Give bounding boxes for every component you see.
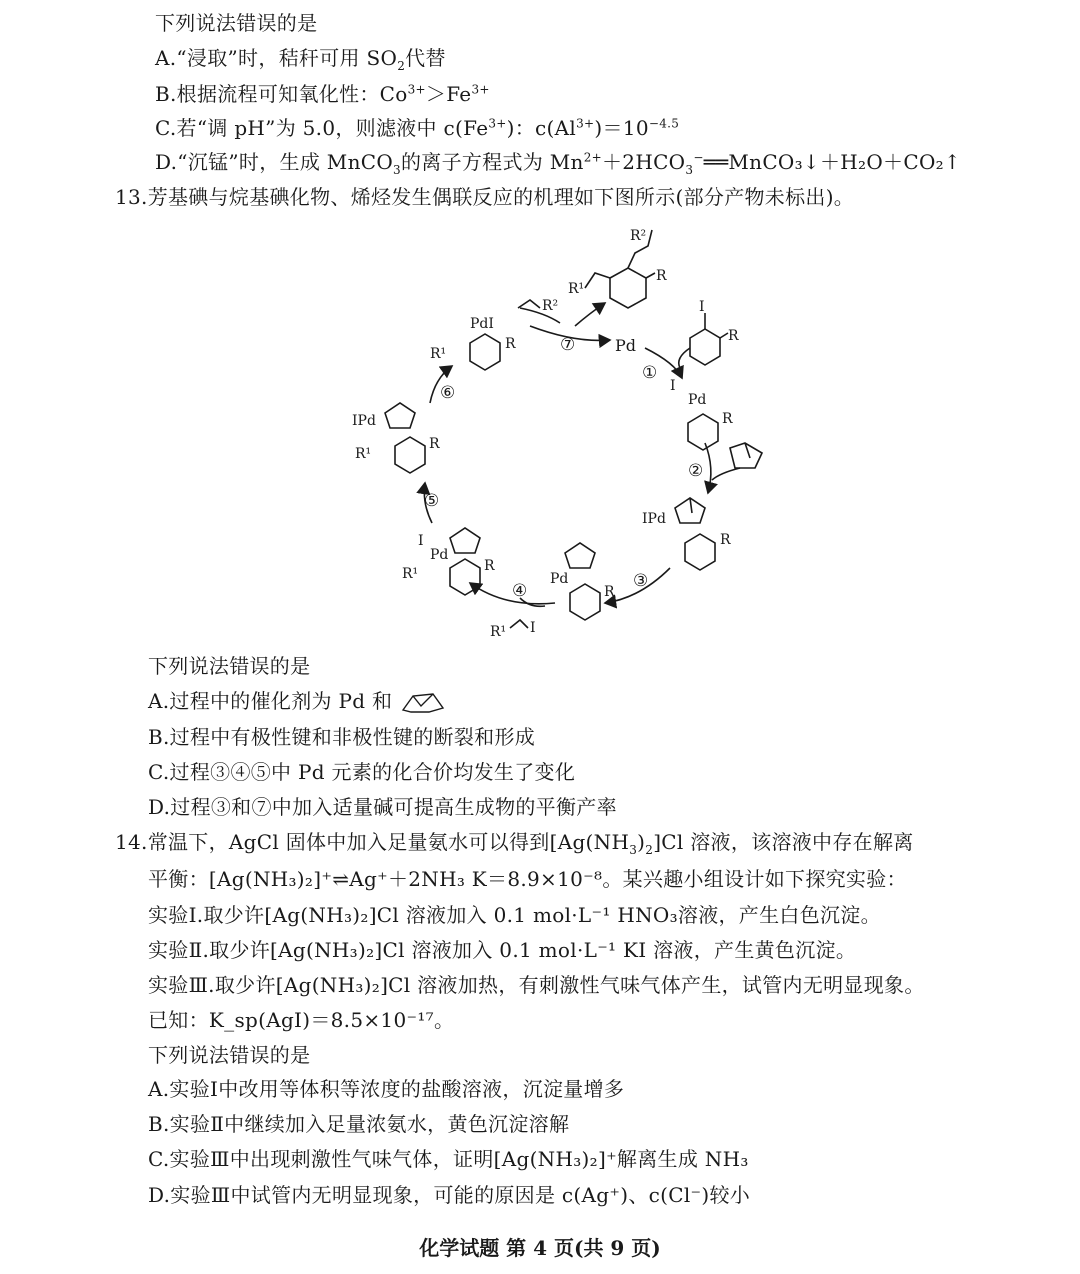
svg-text:I: I [418,533,424,549]
palladacycle-benzene [570,584,600,620]
q14-line-2: 平衡：[Ag(NH₃)₂]⁺⇌Ag⁺＋2NH₃ K＝8.9×10⁻⁸。某兴趣小组设计如下探究实验： [148,867,907,891]
step-4: ④ [512,581,528,601]
svg-text:R: R [728,328,739,344]
svg-text:R²: R² [542,298,559,314]
svg-text:R: R [484,558,495,574]
q14-option-d: D.实验Ⅲ中试管内无明显现象，可能的原因是 c(Ag⁺)、c(Cl⁻)较小 [148,1183,751,1207]
q13-option-b: B.过程中有极性键和非极性键的断裂和形成 [148,725,536,749]
q14-experiment-2: 实验Ⅱ.取少许[Ag(NH₃)₂]Cl 溶液加入 0.1 mol·L⁻¹ KI 溶液，产生黄色沉淀。 [148,938,857,962]
svg-text:R: R [429,436,440,452]
intermediate-4-benzene [450,559,480,595]
product-benzene [610,268,646,308]
q13-option-c: C.过程③④⑤中 Pd 元素的化合价均发生了变化 [148,760,576,784]
q14-option-c: C.实验Ⅲ中出现刺激性气味气体，证明[Ag(NH₃)₂]⁺解离生成 NH₃ [148,1147,749,1171]
q14-line-1: 14.常温下，AgCl 固体中加入足量氨水可以得到$[Ag(NH_3)_2]Cl$ 溶液，该溶液中存在解离 [115,830,914,857]
cycle-arrow-2 [705,443,711,493]
svg-text:IPd: IPd [642,511,666,527]
q14-option-a: A.实验Ⅰ中改用等体积等浓度的盐酸溶液，沉淀量增多 [148,1077,625,1101]
q13-sub-stem: 下列说法错误的是 [148,654,311,678]
svg-text:R¹: R¹ [430,346,447,362]
step-3: ③ [633,571,649,591]
svg-text:Pd: Pd [688,392,707,408]
q14-stem: 下列说法错误的是 [148,1043,311,1067]
q12-option-d: D.“沉锰”时，生成 MnCO$_3$的离子方程式为 $Mn^{2+}+2HCO_3^-══MnCO_3↓+H_2O+CO_2↑$ [155,150,962,177]
svg-text:R²: R² [630,228,647,244]
q13-option-d: D.过程③和⑦中加入适量碱可提高生成物的平衡产率 [148,795,617,819]
q13-option-a: A.过程中的催化剂为 Pd 和 [148,688,447,716]
pd-label: Pd [615,336,637,355]
step-7: ⑦ [560,335,576,355]
intermediate-2-benzene [685,534,715,570]
q14-experiment-1: 实验Ⅰ.取少许[Ag(NH₃)₂]Cl 溶液加入 0.1 mol·L⁻¹ HNO₃溶液，产生白色沉淀。 [148,903,881,927]
q12-stem: 下列说法错误的是 [155,11,318,35]
svg-text:I: I [530,620,536,636]
svg-text:I: I [699,299,705,315]
aryl-iodide-in-arrow [679,348,690,368]
step-2: ② [688,461,704,481]
svg-text:R: R [722,411,733,427]
svg-text:R¹: R¹ [490,624,507,640]
svg-text:R: R [720,532,731,548]
norbornene-reagent [730,443,762,468]
svg-text:PdI: PdI [470,316,494,332]
svg-text:R¹: R¹ [402,566,419,582]
svg-text:Pd: Pd [550,571,569,587]
norbornene-in-arrow [712,468,740,480]
intermediate-5-benzene [395,437,425,473]
catalytic-cycle-diagram [330,218,800,648]
svg-text:R: R [604,584,615,600]
step-1: ① [642,363,658,383]
norbornene-icon [399,690,447,716]
q14-option-b: B.实验Ⅱ中继续加入足量浓氨水，黄色沉淀溶解 [148,1112,570,1136]
q13-stem: 13.芳基碘与烷基碘化物、烯烃发生偶联反应的机理如下图所示(部分产物未标出)。 [115,185,855,209]
svg-text:R: R [505,336,516,352]
q12-option-a: A.“浸取”时，秸秆可用 $SO_2$代替 [155,46,446,73]
q14-experiment-3: 实验Ⅲ.取少许[Ag(NH₃)₂]Cl 溶液加热，有刺激性气味气体产生，试管内无明显现象。 [148,973,925,997]
svg-text:R¹: R¹ [568,281,585,297]
svg-text:I: I [670,378,676,394]
svg-text:R¹: R¹ [355,446,372,462]
step-5: ⑤ [424,491,440,511]
step-6: ⑥ [440,383,456,403]
product-out-arrow [575,303,605,326]
svg-text:R: R [656,268,667,284]
intermediate-6-benzene [470,334,500,370]
page-footer: 化学试题 第 4 页(共 9 页) [419,1236,661,1260]
svg-text:IPd: IPd [352,413,376,429]
q12-option-c: C.若“调 pH”为 5.0，则滤液中 $c(Fe^{3+})$：$c(Al^{3+})=10^{-4.5}$ [155,116,680,140]
aryl-iodide-benzene [690,329,720,365]
svg-text:Pd: Pd [430,547,449,563]
q14-known: 已知：K_sp(AgI)＝8.5×10⁻¹⁷。 [148,1008,455,1032]
arylpd-benzene [688,414,718,450]
q12-option-b: B.根据流程可知氧化性：$Co^{3+}>Fe^{3+}$ [155,82,490,106]
